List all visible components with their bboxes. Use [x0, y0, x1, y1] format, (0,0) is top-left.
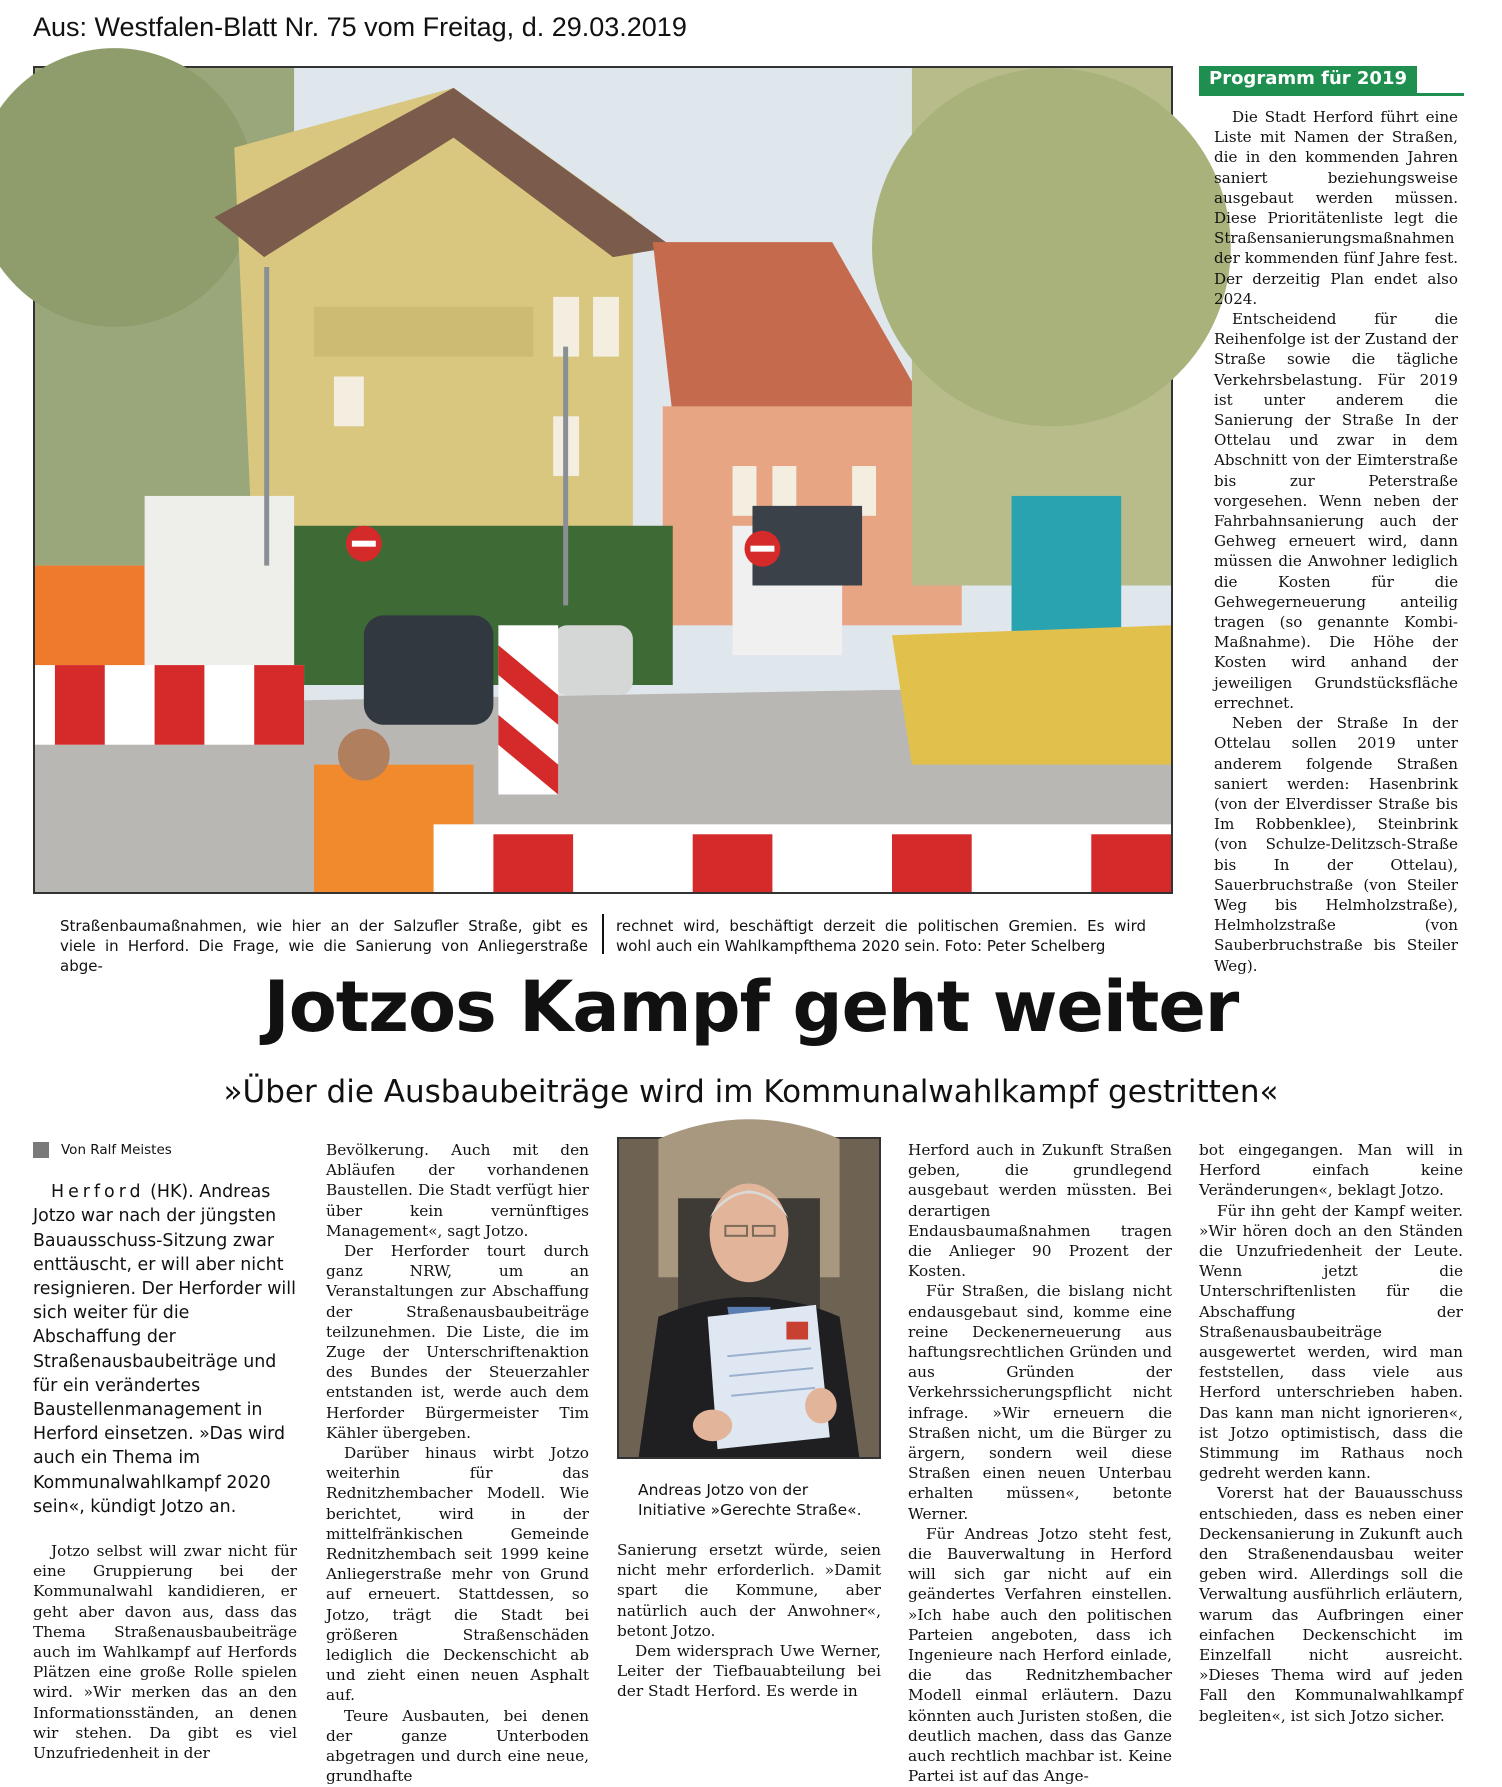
article-paragraph: Dem widersprach Uwe Werner, Leiter der Tiefbauabteilung bei der Stadt Herford. Es werde in	[617, 1642, 881, 1701]
source-line: Aus: Westfalen-Blatt Nr. 75 vom Freitag, d. 29.03.2019	[33, 12, 687, 42]
article-paragraph: Teure Ausbauten, bei denen der ganze Unterboden abgetragen und durch eine neue, grundhafte	[326, 1706, 589, 1786]
article-paragraph: Vorerst hat der Bauausschuss entschieden, dass es neben einer Deckensanierung in Zukunft auch den Straßenendausbau weiter geben wird. Allerdings soll die Verwaltung ausführlich erläutern, warum das Aufbringen einer einfachen Deckenschicht im Einzelfall nicht ausreicht. »Dieses Thema wird auf jeden Fall den Kommunalwahlkampf begleiten«, ist sich Jotzo sicher.	[1199, 1484, 1463, 1725]
subheadline: »Über die Ausbaubeiträge wird im Kommunalwahlkampf gestritten«	[223, 1074, 1279, 1110]
article-column-4	[908, 1140, 1172, 1787]
article-paragraph: Für Straßen, die bislang nicht endausgebaut sind, komme eine reine Deckenerneuerung aus haftungsrechtlichen Gründen und aus Gründen der Verkehrssicherungspflicht nicht infrage. »Wir erneuern die Straßen nicht, um die Bürger zu ärgern, sondern weil diese Straßen einen neuen Unterbau erhalten müssen«, betonte Werner.	[908, 1282, 1172, 1523]
portrait-photo	[617, 1137, 881, 1459]
article-paragraph: Für Andreas Jotzo steht fest, die Bauverwaltung in Herford will sich gar nicht auf ein geändertes Verfahren einstellen. »Ich habe auch den politischen Parteien angeboten, dass ich Ingenieure nach Herford einlade, die das Rednitzhembacher Modell einmal erläutern. Dazu könnten auch Juristen stoßen, die deutlich machen, dass das Ganze auch rechtlich machbar ist. Keine Partei ist auf das Ange-	[908, 1524, 1172, 1786]
photo-caption-right: rechnet wird, beschäftigt derzeit die politischen Gremien. Es wird wohl auch ein Wahlkampfthema 2020 sein. Foto: Peter Schelberg	[616, 917, 1146, 955]
sidebar-body	[1214, 107, 1458, 976]
sidebar-tag: Programm für 2019	[1199, 66, 1417, 96]
article-paragraph: Bevölkerung. Auch mit den Abläufen der vorhandenen Baustellen. Die Stadt verfügt hier über kein vernünftiges Management«, sagt Jotzo.	[326, 1141, 589, 1240]
article-paragraph: Herford auch in Zukunft Straßen geben, die grundlegend ausgebaut werden müssten. Bei derartigen Endausbaumaßnahmen tragen die Anlieger 90 Prozent der Kosten.	[908, 1141, 1172, 1281]
article-paragraph: Sanierung ersetzt würde, seien nicht mehr erforderlich. »Damit spart die Kommune, aber natürlich auch der Anwohner«, betont Jotzo.	[617, 1541, 881, 1640]
dateline-place: Herford	[51, 1182, 145, 1203]
byline-marker-icon	[33, 1142, 49, 1158]
sidebar-paragraph: Entscheidend für die Reihenfolge ist der Zustand der Straße sowie die tägliche Verkehrsbelastung. Für 2019 ist unter anderem die Sanierung der Straße In der Ottelau und zwar in dem Abschnitt von der Eimterstraße bis zur Peterstraße vorgesehen. Wenn neben der Fahrbahnsanierung auch der Gehweg erneuert wird, dann müssen die Anwohner lediglich die Kosten für die Gehwegerneuerung anteilig tragen (so genannte Kombi-Maßnahme). Die Höhe der Kosten wird anhand der jeweiligen Grundstücksfläche errechnet.	[1214, 310, 1458, 712]
photo-caption-left: Straßenbaumaßnahmen, wie hier an der Salzufler Straße, gibt es viele in Herford. Die Frage, wie die Sanierung von Anliegerstraße abge-	[60, 917, 588, 975]
lead-text: (HK). Andreas Jotzo war nach der jüngsten Bauausschuss-Sitzung zwar enttäuscht, er will aber nicht resignieren. Der Herforder will sich weiter für die Abschaffung der Straßenausbaubeiträge und für ein verändertes Baustellenmanagement in Herford einsetzen. »Das wird auch ein Thema im Kommunalwahlkampf 2020 sein«, kündigt Jotzo an.	[33, 1182, 296, 1517]
article-column-1	[33, 1140, 297, 1763]
portrait-caption: Andreas Jotzo von der Initiative »Gerechte Straße«.	[638, 1481, 862, 1519]
byline-text: Von Ralf Meistes	[61, 1142, 172, 1158]
article-paragraph: Darüber hinaus wirbt Jotzo weiterhin für das Rednitzhembacher Modell. Wie berichtet, wird in der mittelfränkischen Gemeinde Rednitzhembach seit 1999 keine Anliegerstraße mehr von Grund auf erneuert. Stattdessen, so Jotzo, trägt die Stadt bei größeren Straßenschäden lediglich die Deckenschicht ab und zieht einen neuen Asphalt auf.	[326, 1444, 589, 1705]
article-paragraph: Für ihn geht der Kampf weiter. »Wir hören doch an den Ständen die Unzufriedenheit der Leute. Wenn jetzt die Unterschriftenlisten für die Abschaffung der Straßenausbaubeiträge ausgewertet werden, wird man feststellen, dass viele aus Herford unterschrieben haben. Das kann man nicht ignorieren«, ist Jotzo optimistisch, dass die Stimmung im Rathaus noch gedreht werden kann.	[1199, 1201, 1463, 1483]
sidebar-paragraph: Die Stadt Herford führt eine Liste mit Namen der Straßen, die in den kommenden Jahren saniert beziehungsweise ausgebaut werden müssen. Diese Prioritätenliste legt die Straßensanierungsmaßnahmen der kommenden fünf Jahre fest. Der derzeitig Plan endet also 2024.	[1214, 108, 1458, 308]
article-column-3	[617, 1540, 881, 1702]
article-column-2	[326, 1140, 589, 1787]
lead-paragraph	[33, 1180, 297, 1519]
headline: Jotzos Kampf geht weiter	[263, 966, 1239, 1048]
sidebar-paragraph: Neben der Straße In der Ottelau sollen 2019 unter anderem folgende Straßen saniert werden: Hasenbrink (von der Elverdisser Straße bis Im Robbenklee), Steinbrink (von Schulze-Delitzsch-Straße bis In der Ottelau), Sauerbruchstraße (von Steiler Weg bis Helmholzstraße), Helmholzstraße (von Sauberbruchstraße bis Steiler Weg).	[1214, 714, 1458, 975]
byline	[33, 1140, 297, 1160]
article-paragraph: bot eingegangen. Man will in Herford einfach keine Veränderungen«, beklagt Jotzo.	[1199, 1141, 1463, 1200]
sidebar-header	[1199, 66, 1464, 96]
construction-photo	[33, 66, 1173, 894]
caption-divider	[602, 914, 604, 954]
article-paragraph: Der Herforder tourt durch ganz NRW, um an Veranstaltungen zur Abschaffung der Straßenausbaubeiträge teilzunehmen. Die Liste, die im Zuge der Unterschriftenaktion des Bundes der Steuerzahler entstanden ist, werde auch dem Herforder Bürgermeister Tim Kähler übergeben.	[326, 1242, 589, 1442]
article-paragraph: Jotzo selbst will zwar nicht für eine Gruppierung bei der Kommunalwahl kandidieren, er geht aber davon aus, dass das Thema Straßenausbaubeiträge auch im Wahlkampf auf Herfords Plätzen eine große Rolle spielen wird. »Wir merken das an den Informationsständen, an denen wir stehen. Da gibt es viel Unzufriedenheit in der	[33, 1542, 297, 1763]
article-column-5	[1199, 1140, 1463, 1726]
